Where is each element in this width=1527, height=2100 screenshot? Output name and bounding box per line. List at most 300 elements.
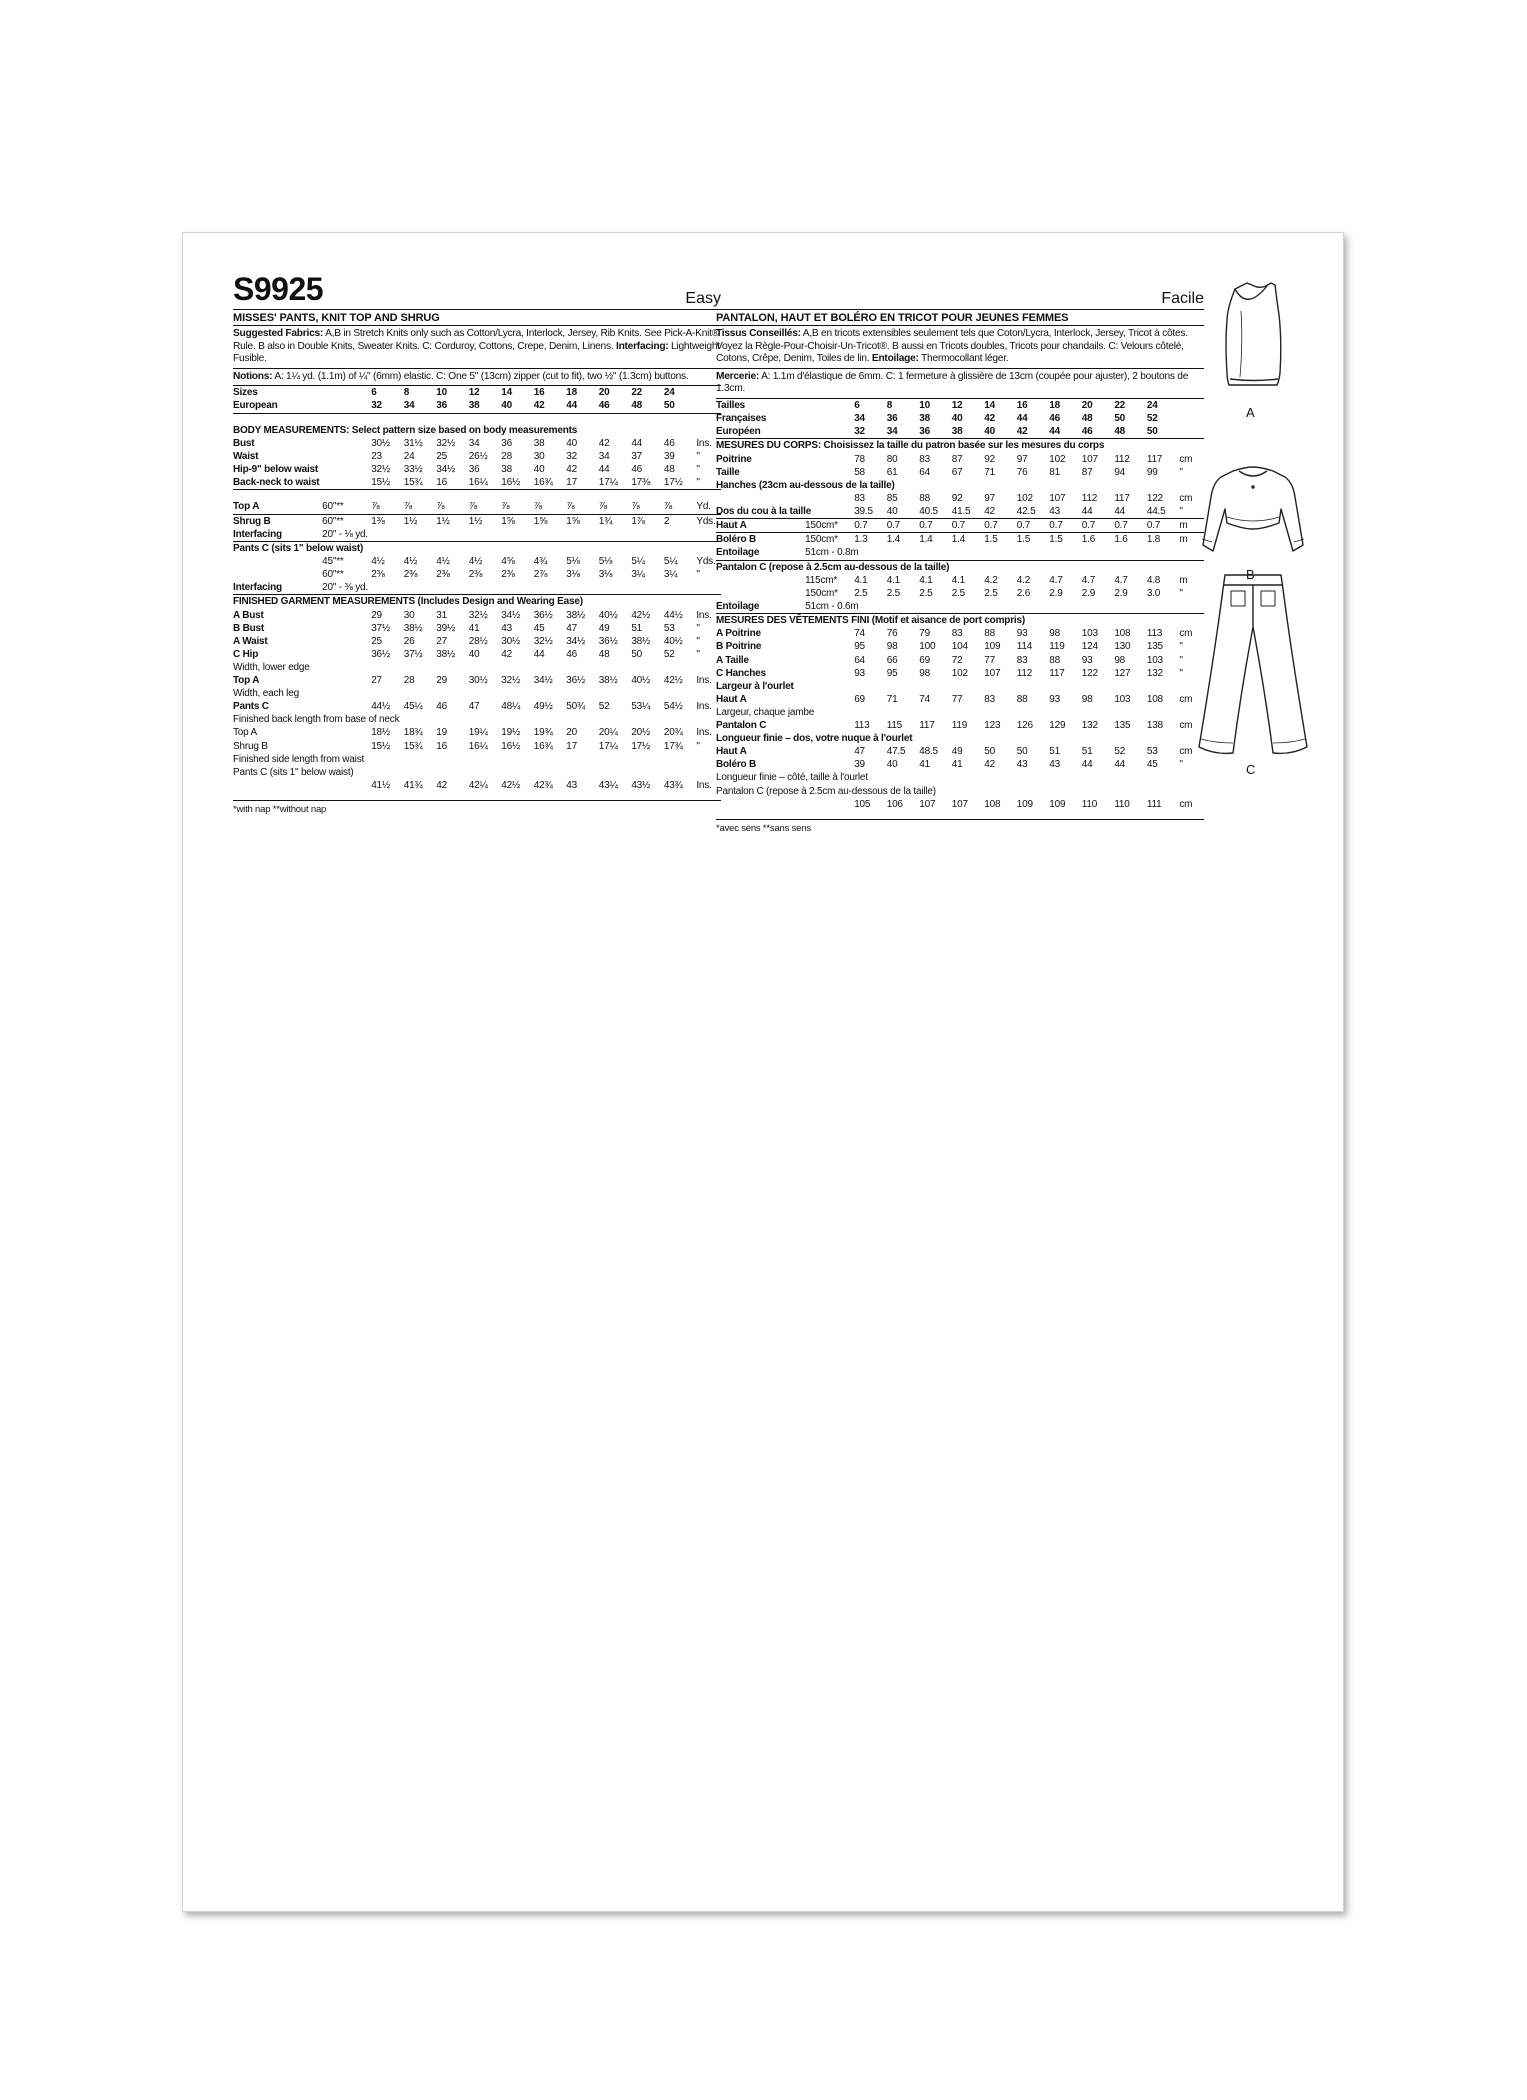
table-cell: ⅞ [566, 500, 599, 514]
table-cell: 71 [984, 466, 995, 478]
table-cell: Hanches (23cm au-dessous de la taille) [716, 479, 895, 491]
table-cell: 135 [1114, 720, 1131, 732]
table-cell: 36 [501, 438, 512, 450]
table-cell: 30½ [468, 675, 488, 687]
table-cell: 106 [886, 798, 903, 810]
table-cell: 28½ [468, 635, 488, 647]
table-cell: Width, lower edge [233, 661, 310, 673]
table-cell [322, 674, 371, 687]
table-cell: 16 [1016, 399, 1028, 411]
table-row [716, 587, 1204, 600]
table-cell: 97 [1016, 453, 1028, 465]
spacer-cell [233, 413, 721, 424]
table-cell: 41¾ [403, 779, 423, 791]
table-cell: 44 [1114, 759, 1126, 771]
table-cell: 32 [371, 399, 404, 413]
table-cell: 40 [886, 759, 898, 771]
table-cell: 103 [1114, 693, 1131, 705]
table-cell: 127 [1114, 667, 1131, 679]
table-row [233, 726, 721, 739]
table-cell [805, 719, 854, 732]
table-cell: 6 [371, 387, 377, 399]
suggested-fabrics-fr [716, 326, 1204, 369]
table-cell: 98 [1081, 693, 1093, 705]
table-cell: 98 [886, 641, 898, 653]
table-cell: Pants C (sits 1" below waist) [233, 766, 354, 778]
table-cell: 43¾ [663, 779, 683, 791]
table-cell: ⅞ [631, 500, 664, 514]
table-cell: 44 [1016, 413, 1028, 425]
table-cell: 0.7 [1049, 519, 1082, 533]
table-cell [854, 546, 1204, 560]
table-row [716, 640, 1204, 653]
table-cell: 117 [1049, 667, 1065, 679]
table-cell: 36 [919, 425, 952, 439]
table-cell: 1½ [403, 515, 418, 527]
table-cell: 42 [501, 648, 512, 660]
table-cell: 98 [1049, 628, 1061, 640]
table-cell: 42 [984, 413, 995, 425]
table-row [233, 399, 721, 413]
table-cell: 22 [631, 387, 643, 399]
table-cell: 40 [887, 505, 920, 519]
table-cell: " [696, 635, 700, 647]
table-cell: 31½ [403, 438, 423, 450]
table-cell: 50 [1114, 413, 1126, 425]
table-cell: 38½ [436, 648, 456, 660]
table-row [233, 463, 721, 476]
table-cell: A Waist [233, 635, 268, 647]
french-column [716, 275, 1204, 834]
table-cell: 26½ [468, 451, 488, 463]
table-cell: " [1179, 466, 1183, 478]
table-cell: Width, each leg [233, 688, 299, 700]
table-cell: 42½ [631, 609, 651, 621]
table-cell: 1½ [468, 515, 483, 527]
table-cell [322, 399, 371, 413]
table-cell: 16 [436, 476, 469, 490]
table-row [233, 779, 721, 792]
body-measurements-title: BODY MEASUREMENTS: Select pattern size based on body measurements [233, 424, 578, 436]
table-row [716, 533, 1204, 547]
table-cell: 20 [598, 387, 610, 399]
table-cell: 16¼ [468, 740, 488, 752]
table-cell: Back-neck to waist [233, 476, 322, 490]
table-cell: 1.4 [951, 534, 966, 546]
table-cell: 40 [501, 399, 534, 413]
table-cell: 51cm - 0.8m [805, 547, 859, 559]
table-row [233, 713, 721, 726]
table-cell: 19½ [501, 727, 521, 739]
table-cell: 44 [631, 438, 643, 450]
table-cell: 42 [984, 759, 995, 771]
table-row [233, 568, 721, 581]
table-cell: 45¼ [403, 701, 423, 713]
table-row [233, 437, 721, 450]
table-cell: 43 [1049, 505, 1082, 519]
table-cell [322, 609, 371, 622]
table-cell: 48 [598, 648, 610, 660]
french-header [716, 275, 1204, 310]
table-cell: 1½ [436, 515, 450, 527]
table-cell: 16¾ [534, 476, 567, 490]
table-cell: 74 [854, 628, 865, 640]
table-row [233, 555, 721, 568]
table-cell: 17¼ [598, 740, 618, 752]
table-cell: 44 [1114, 505, 1147, 519]
table-cell: 32½ [501, 675, 521, 687]
table-cell: 41.5 [952, 505, 985, 519]
table-cell: 93 [1049, 693, 1061, 705]
table-cell: cm [1179, 628, 1193, 640]
table-cell: Yds. [696, 555, 716, 567]
table-cell: " [696, 451, 700, 463]
table-cell: 17¼ [599, 476, 632, 490]
table-cell: 0.7 [919, 519, 952, 533]
table-cell: 0.7 [952, 519, 985, 533]
table-row [716, 560, 1204, 574]
table-cell: 60"** [322, 515, 344, 527]
table-row [716, 667, 1204, 680]
notions-text: A: 1¼ yd. (1.1m) of ¼" (6mm) elastic. C: One 5" (13cm) zipper (cut to fit), two ½" (1.3cm) buttons. [272, 370, 689, 382]
table-cell: 3⅛ [598, 568, 613, 580]
table-cell: Longueur finie – dos, votre nuque à l'ourlet [716, 733, 913, 745]
table-cell [322, 779, 371, 792]
table-cell: 38 [533, 438, 545, 450]
table-cell: 49½ [533, 701, 553, 713]
table-row [716, 719, 1204, 732]
table-cell: Pants C (sits 1" below waist) [233, 542, 364, 554]
table-row [716, 466, 1204, 479]
table-cell: 44 [1082, 505, 1115, 519]
table-cell [1179, 425, 1204, 439]
table-cell: Européen [716, 425, 805, 439]
table-cell: 1.5 [1049, 534, 1063, 546]
table-cell: 40½ [663, 635, 683, 647]
table-row [716, 574, 1204, 587]
table-cell: 40 [468, 648, 480, 660]
table-cell [716, 587, 805, 600]
table-row [716, 758, 1204, 771]
table-cell: 32½ [371, 464, 391, 476]
table-cell: 46 [663, 438, 675, 450]
table-cell: 49 [951, 746, 963, 758]
table-cell: 20½ [631, 727, 651, 739]
table-cell: 4.1 [886, 574, 901, 586]
table-cell: 0.7 [1114, 519, 1147, 533]
table-cell: 15½ [371, 740, 391, 752]
table-cell: 2.9 [1049, 587, 1063, 599]
table-cell: 34 [404, 399, 437, 413]
table-cell: 52 [663, 648, 675, 660]
table-cell: Haut A [716, 519, 805, 533]
notions-label-fr: Mercerie: [716, 370, 760, 382]
pattern-subtitle-fr: PANTALON, HAUT ET BOLÉRO EN TRICOT POUR JEUNES FEMMES [716, 310, 1204, 326]
table-cell [805, 745, 854, 758]
table-cell: 138 [1146, 720, 1163, 732]
table-cell: C Hip [233, 648, 259, 660]
table-cell: Yds. [696, 515, 716, 527]
table-cell: 122 [1081, 667, 1098, 679]
table-cell: 1.3 [854, 534, 868, 546]
table-cell: 17½ [664, 476, 697, 490]
fabrics-label-fr: Tissus Conseillés: [716, 328, 801, 339]
table-cell: 113 [854, 720, 870, 732]
table-cell: 4.1 [854, 574, 868, 586]
table-cell: 51 [631, 622, 643, 634]
table-cell: 42 [984, 505, 1017, 519]
table-cell: 2⅜ [403, 568, 418, 580]
table-cell: B Bust [233, 622, 265, 634]
table-cell [322, 648, 371, 661]
table-cell: 119 [1049, 641, 1065, 653]
table-cell: 115cm* [805, 574, 838, 586]
table-cell: 47 [468, 701, 480, 713]
table-cell [805, 627, 854, 640]
table-cell: Longueur finie – côté, taille à l'ourlet [716, 772, 868, 784]
table-cell: 47 [854, 746, 865, 758]
table-cell: 78 [854, 453, 865, 465]
table-cell: 109 [1049, 798, 1066, 810]
table-cell: 2⅜ [501, 568, 515, 580]
table-cell: 1⅜ [371, 515, 385, 527]
table-cell: 10 [436, 387, 447, 399]
table-cell [805, 505, 854, 519]
wide-leg-pants-icon [1183, 571, 1323, 761]
table-cell: 1.4 [886, 534, 901, 546]
table-cell: 46 [1049, 413, 1061, 425]
table-cell: 37½ [371, 622, 391, 634]
table-cell [322, 635, 371, 648]
table-row [716, 479, 1204, 492]
table-cell: 102 [1016, 493, 1033, 505]
table-cell: 12 [468, 387, 480, 399]
table-cell [322, 740, 371, 753]
table-cell: 60"** [322, 568, 344, 580]
table-cell [805, 453, 854, 466]
table-cell: 4.8 [1146, 574, 1161, 586]
table-cell: 40½ [631, 675, 651, 687]
table-cell: 41½ [371, 779, 391, 791]
table-cell [716, 798, 805, 811]
table-row [716, 771, 1204, 784]
table-cell: 42¾ [533, 779, 553, 791]
table-row [233, 386, 721, 399]
table-cell: 53¼ [631, 701, 651, 713]
table-cell: 43½ [631, 779, 651, 791]
table-cell [716, 492, 805, 505]
table-cell [805, 667, 854, 680]
table-row [233, 514, 721, 528]
table-cell: ⅞ [664, 500, 697, 514]
table-cell: 67 [951, 466, 963, 478]
table-cell: 15½ [371, 476, 404, 490]
table-cell [322, 437, 371, 450]
table-cell: Haut A [716, 746, 747, 758]
table-cell: 97 [984, 493, 995, 505]
table-cell: 108 [984, 798, 1001, 810]
table-cell: 45 [533, 622, 545, 634]
table-cell: 1.6 [1081, 534, 1096, 546]
table-cell: 98 [1114, 654, 1126, 666]
table-cell: m [1179, 534, 1188, 546]
table-cell: 1.5 [1016, 534, 1031, 546]
table-cell: 36½ [371, 648, 391, 660]
table-cell: 32½ [468, 609, 488, 621]
table-cell: Ins. [696, 438, 712, 450]
table-cell: 3.0 [1146, 587, 1161, 599]
table-row [716, 745, 1204, 758]
table-cell: " [1179, 505, 1204, 519]
table-cell: 32 [854, 425, 887, 439]
table-cell: 51cm - 0.6m [805, 600, 859, 612]
table-cell: 107 [1049, 493, 1066, 505]
table-cell: Boléro B [716, 759, 757, 771]
table-cell [805, 466, 854, 479]
finished-measurements-table [233, 609, 721, 792]
table-cell: 1¾ [598, 515, 613, 527]
suggested-fabrics [233, 326, 721, 369]
table-row [233, 661, 721, 674]
table-cell: 50 [984, 746, 995, 758]
table-cell: 24 [403, 451, 415, 463]
table-cell [322, 622, 371, 635]
table-cell: 16¼ [469, 476, 502, 490]
table-cell: 122 [1146, 493, 1163, 505]
interfacing-text-fr: Thermocollant léger. [918, 353, 1009, 365]
table-cell: 32½ [533, 635, 553, 647]
sizes-table-fr [716, 399, 1204, 439]
table-cell: Bust [233, 438, 255, 450]
table-cell [322, 700, 371, 713]
table-cell: 19¾ [533, 727, 553, 739]
table-cell: 38½ [598, 675, 618, 687]
table-cell: cm [1179, 798, 1193, 810]
table-cell: 37½ [403, 648, 423, 660]
table-cell: 26 [403, 635, 415, 647]
table-cell: 108 [1114, 628, 1131, 640]
table-cell: 30½ [501, 635, 521, 647]
table-cell: 50 [631, 648, 643, 660]
table-cell: 38½ [631, 635, 651, 647]
table-row [716, 546, 1204, 560]
table-cell: Top A [233, 675, 260, 687]
table-cell: 95 [854, 641, 865, 653]
table-row [716, 425, 1204, 439]
table-cell: Taille [716, 466, 740, 478]
table-cell: 36 [886, 413, 898, 425]
table-cell: 88 [984, 628, 995, 640]
table-cell: 4.7 [1081, 574, 1096, 586]
table-cell: 88 [919, 493, 930, 505]
interfacing-label: Interfacing: [615, 340, 669, 352]
table-cell: Dos du cou à la taille [716, 506, 812, 518]
table-cell: Poitrine [716, 453, 752, 465]
footnote: *with nap **without nap [233, 800, 721, 815]
table-row [233, 609, 721, 622]
table-row [233, 541, 721, 555]
finished-measurements-table-fr [716, 627, 1204, 810]
table-cell: 47.5 [886, 746, 906, 758]
table-cell: 74 [919, 693, 930, 705]
table-cell: 29 [371, 609, 382, 621]
table-cell: 50¾ [566, 701, 586, 713]
table-cell: Françaises [716, 413, 767, 425]
table-cell: 150cm* [805, 534, 838, 546]
table-cell: 2.5 [854, 587, 868, 599]
table-cell: 107 [1081, 453, 1098, 465]
table-cell: 8 [403, 387, 410, 399]
table-cell: 19 [436, 727, 447, 739]
table-cell: 124 [1081, 641, 1098, 653]
table-cell: 150cm* [805, 587, 838, 599]
table-cell: Interfacing [233, 581, 322, 595]
view-label-a: A [1246, 405, 1255, 420]
table-cell: " [696, 568, 700, 580]
table-cell: 132 [1146, 667, 1163, 679]
table-cell: 29 [436, 675, 447, 687]
table-cell: 53 [1146, 746, 1158, 758]
table-cell: 32 [566, 451, 578, 463]
table-cell: " [1179, 667, 1183, 679]
table-cell: 18 [1049, 399, 1061, 411]
table-cell: " [1179, 759, 1183, 771]
table-cell: 2.5 [919, 587, 933, 599]
table-cell: Finished side length from waist [233, 753, 365, 765]
table-cell: 1⅞ [631, 515, 645, 527]
table-cell: 2⅞ [533, 568, 548, 580]
spacer-row [233, 413, 721, 424]
table-cell [233, 779, 322, 792]
table-cell: A Taille [716, 654, 749, 666]
table-cell: 2.9 [1114, 587, 1128, 599]
table-cell: 50 [664, 399, 697, 413]
table-cell: 110 [1081, 798, 1098, 810]
table-cell: 83 [1016, 654, 1028, 666]
table-cell: 31 [436, 609, 447, 621]
table-row [716, 732, 1204, 745]
table-cell: 44 [533, 648, 545, 660]
table-cell [805, 412, 854, 425]
table-cell [322, 386, 371, 399]
table-cell: 15¾ [403, 740, 423, 752]
table-cell: 41 [951, 759, 963, 771]
table-cell: 37 [631, 451, 643, 463]
notions-fr [716, 369, 1204, 399]
table-cell: A Poitrine [716, 628, 761, 640]
table-cell: " [696, 648, 700, 660]
table-cell: 1.6 [1114, 534, 1128, 546]
yardage-table-fr [716, 519, 1204, 614]
table-cell: 81 [1049, 466, 1061, 478]
table-cell: cm [1179, 693, 1193, 705]
table-cell: 16¾ [533, 740, 553, 752]
table-cell: 69 [919, 654, 930, 666]
table-cell: Hip-9" below waist [233, 464, 319, 476]
table-cell: cm [1179, 493, 1193, 505]
notions-label: Notions: [233, 370, 273, 382]
table-cell: 47 [566, 622, 578, 634]
table-cell: 88 [1049, 654, 1061, 666]
table-cell: 22 [1114, 399, 1126, 411]
table-cell: 20" - ⅛ yd. [322, 528, 371, 542]
table-cell: 34 [468, 438, 480, 450]
table-cell: " [696, 464, 700, 476]
table-cell: Ins. [696, 609, 712, 621]
table-row [233, 766, 721, 779]
table-cell: 4.2 [1016, 574, 1031, 586]
table-cell: 2.5 [951, 587, 966, 599]
